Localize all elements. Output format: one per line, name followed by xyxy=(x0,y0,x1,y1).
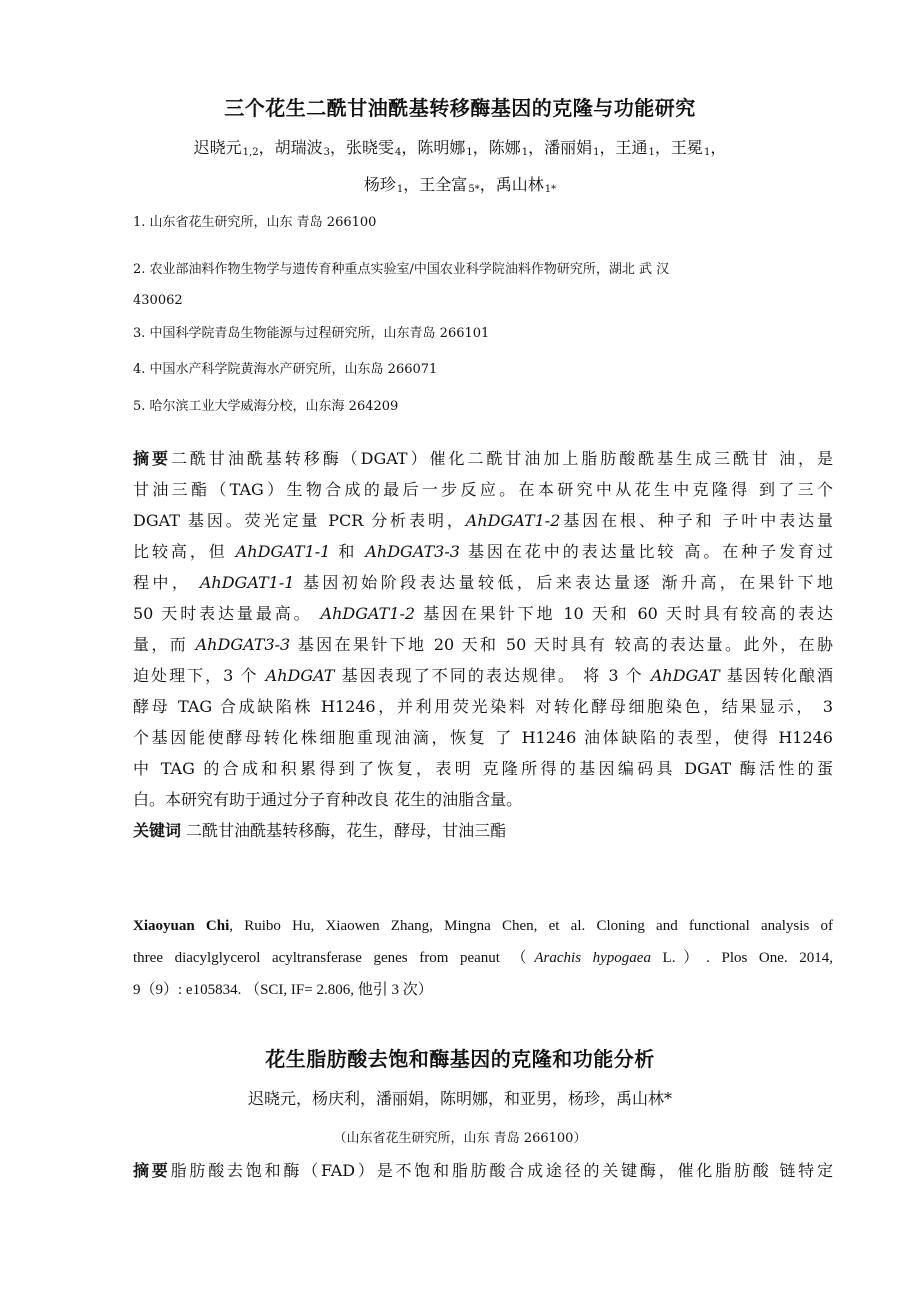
author-separator: ， xyxy=(710,138,727,157)
gene-name: AhDGAT1-1 xyxy=(235,542,331,561)
author-name: ，王冕 xyxy=(654,138,703,157)
affiliation-2-postcode: 430062 xyxy=(133,293,183,308)
gene-name: AhDGAT1-2 xyxy=(320,604,416,623)
paper2-affiliation: （山东省花生研究所，山东 青岛 266100） xyxy=(333,1131,587,1146)
species-name: Arachis hypogaea xyxy=(534,950,651,966)
abstract-text: 50 天时表达量最高。 xyxy=(133,604,321,623)
author-list xyxy=(364,175,556,194)
abstract-label: 摘要 xyxy=(133,449,171,468)
paper2-title: 花生脂肪酸去饱和酶基因的克隆和功能分析 xyxy=(265,1047,655,1071)
author-name: ，禹山林 xyxy=(479,175,544,194)
author-affiliation-marker: 1 xyxy=(593,147,600,158)
abstract-text: 基因在花中的表达量比较 高。在种子发育过 xyxy=(459,542,833,561)
author-name: ，陈明娜 xyxy=(401,138,466,157)
author-affiliation-marker: 1 xyxy=(466,147,473,158)
paper1-citation xyxy=(133,910,833,1006)
gene-name: AhDGAT3-3 xyxy=(195,635,291,654)
author-affiliation-marker: 1* xyxy=(544,184,557,195)
abstract-text: 二酰甘油酰基转移酶（DGAT）催化二酰甘油加上脂肪酸酰基生成三酰甘 油，是 xyxy=(170,449,833,468)
author-name: 杨珍 xyxy=(363,175,396,194)
abstract-text: 程中， xyxy=(133,573,200,592)
gene-name: AhDGAT3-3 xyxy=(365,542,460,561)
abstract-text: 和 xyxy=(330,542,366,561)
citation-text: L.）. Plos One. 2014, xyxy=(650,950,833,966)
abstract-text: 个基因能使酵母转化株细胞重现油滴，恢复 了 H1246 油体缺陷的表型，使得 H1246 xyxy=(133,728,833,747)
keywords-label: 关键词 xyxy=(133,821,182,840)
gene-name: AhDGAT xyxy=(265,666,335,685)
author-affiliation-marker: 1 xyxy=(703,147,711,158)
affiliation-4: 4. 中国水产科学院黄海水产研究所，山东岛 266071 xyxy=(133,362,438,377)
gene-name: AhDGAT1-2 xyxy=(465,511,561,530)
citation-text: 9（9）: e105834. （SCI, IF= 2.806, 他引 3 次） xyxy=(133,982,433,998)
abstract-text: 白。本研究有助于通过分子育种改良 花生的油脂含量。 xyxy=(133,790,523,809)
abstract-label: 摘要 xyxy=(133,1161,171,1180)
citation-text: , Ruibo Hu, Xiaowen Zhang, Mingna Chen, et al. Cloning and functional analysis of xyxy=(229,918,833,934)
author-affiliation-marker: 1 xyxy=(648,147,655,158)
abstract-text: 基因在根、种子和 子叶中表达量 xyxy=(560,511,833,530)
author-name: ，张晓雯 xyxy=(329,138,394,157)
abstract-text: 基因转化酿酒 xyxy=(719,666,833,685)
abstract-text: DGAT 基因。荧光定量 PCR 分析表明， xyxy=(133,511,466,530)
abstract-text: 迫处理下，3 个 xyxy=(133,666,266,685)
paper1-abstract xyxy=(133,443,833,846)
abstract-text: 基因在果针下地 20 天和 50 天时具有 较高的表达量。此外，在胁 xyxy=(290,635,833,654)
abstract-text: 酵母 TAG 合成缺陷株 H1246，并利用荧光染料 对转化酵母细胞染色，结果显示， 3 xyxy=(133,697,833,716)
author-name: ，王全富 xyxy=(403,175,468,194)
affiliation-1: 1. 山东省花生研究所，山东 青岛 266100 xyxy=(133,215,377,230)
gene-name: AhDGAT xyxy=(650,666,720,685)
paper2-authors: 迟晓元，杨庆利，潘丽娟，陈明娜，和亚男，杨珍，禹山林* xyxy=(247,1089,672,1108)
author-affiliation-marker: 4 xyxy=(394,147,402,158)
paper1-authors-line1 xyxy=(0,135,920,158)
gene-name: AhDGAT1-1 xyxy=(199,573,295,592)
abstract-text: 基因表现了不同的表达规律。 将 3 个 xyxy=(334,666,651,685)
abstract-text: 基因在果针下地 10 天和 60 天时具有较高的表达 xyxy=(415,604,833,623)
author-affiliation-marker: 3 xyxy=(323,147,330,158)
abstract-text: 脂肪酸去饱和酶（FAD）是不饱和脂肪酸合成途径的关键酶，催化脂肪酸 链特定 xyxy=(170,1161,833,1180)
paper2-abstract xyxy=(133,1155,833,1186)
abstract-text: 量，而 xyxy=(133,635,196,654)
abstract-text: 中 TAG 的合成和积累得到了恢复，表明 克隆所得的基因编码具 DGAT 酶活性的蛋 xyxy=(133,759,833,778)
citation-first-author: Xiaoyuan Chi xyxy=(133,918,230,934)
affiliation-2: 2. 农业部油料作物生物学与遗传育种重点实验室/中国农业科学院油料作物研究所，湖北 武 汉 xyxy=(133,262,670,277)
author-affiliation-marker: 1 xyxy=(521,147,529,158)
author-list xyxy=(194,138,711,157)
abstract-text: 甘油三酯（TAG）生物合成的最后一步反应。在本研究中从花生中克隆得 到了三个 xyxy=(133,480,833,499)
author-affiliation-marker: 5* xyxy=(468,184,480,195)
author-name: ，潘丽娟 xyxy=(528,138,593,157)
affiliation-3: 3. 中国科学院青岛生物能源与过程研究所，山东青岛 266101 xyxy=(133,326,490,341)
author-affiliation-marker: 1 xyxy=(396,184,404,195)
author-name: ，王通 xyxy=(599,138,648,157)
citation-text: three diacylglycerol acyltransferase genes from peanut （ xyxy=(133,950,535,966)
abstract-text: 基因初始阶段表达量较低，后来表达量逐 渐升高，在果针下地 xyxy=(294,573,833,592)
author-affiliation-marker: 1,2 xyxy=(242,147,259,158)
author-name: 迟晓元 xyxy=(193,138,242,157)
paper1-title: 三个花生二酰甘油酰基转移酶基因的克隆与功能研究 xyxy=(224,96,696,120)
author-name: ，胡瑞波 xyxy=(258,138,323,157)
affiliation-5: 5. 哈尔滨工业大学威海分校，山东海 264209 xyxy=(133,399,399,414)
author-name: ，陈娜 xyxy=(472,138,521,157)
keywords-text: 二酰甘油酰基转移酶，花生，酵母，甘油三酯 xyxy=(181,821,507,840)
abstract-text: 比较高，但 xyxy=(133,542,236,561)
paper1-authors-line2 xyxy=(0,172,920,195)
